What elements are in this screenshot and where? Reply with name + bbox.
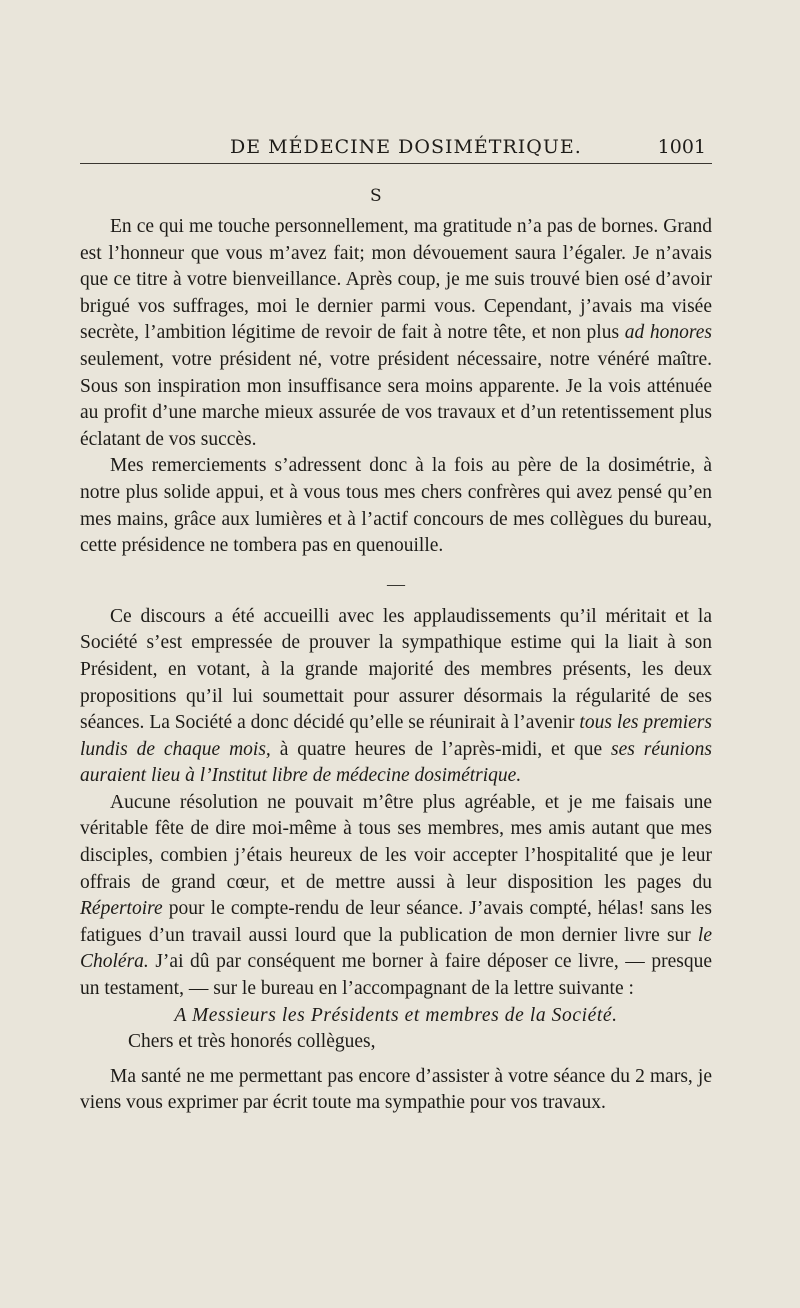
running-title: DE MÉDECINE DOSIMÉTRIQUE. xyxy=(230,136,582,158)
paragraph-thanks: Mes remerciements s’adressent donc à la fois au père de la dosimétrie, à notre plus solide appui, et à vous tous mes chers confrères qui avez pensé qu’en mes mains, grâce aux lumières et à l’actif concours de mes collègues du bureau, cette présidence ne tombera pas en quenouille. xyxy=(80,455,712,557)
italic-phrase: ad honores xyxy=(624,322,713,344)
header-rule xyxy=(80,163,712,164)
letter-salutation: Chers et très honorés collègues, xyxy=(128,1031,376,1053)
italic-phrase: ses réunions auraient lieu à l’Institut libre de médecine dosimétrique. xyxy=(80,738,713,787)
paragraph-text: En ce qui me touche personnellement, ma gratitude n’a pas de bornes. Grand est l’honneur que vous m’avez fait; mon dévouement saura l’égaler. Je n’avais que ce titre à votre bienveillance. Après coup, je me suis trouvé bien osé d’avoir brigué vos suffrages, moi le dernier parmi vous. Cependant, j’avais ma visée secrète, l’ambition légitime de revoir de fait à notre tête, et non plus xyxy=(80,216,712,344)
signature-mark: S xyxy=(370,186,382,206)
paragraph-society-decision xyxy=(80,604,712,790)
paragraph-gratitude xyxy=(80,214,712,453)
page-number: 1001 xyxy=(657,136,706,158)
paragraph-text: seulement, votre président né, votre président nécessaire, notre vénéré maître. Sous son inspiration mon insuffisance sera moins apparente. Je la vois atténuée au profit d’une marche mieux assurée de vos travaux et d’un retentissement plus éclatant de vos succès. xyxy=(80,348,712,450)
italic-phrase: Répertoire xyxy=(80,898,163,920)
running-head xyxy=(80,136,712,164)
paragraph-text: pour le compte-rendu de leur séance. J’avais compté, hélas! sans les fatigues d’un travail aussi lourd que la publication de mon dernier livre sur xyxy=(80,898,712,946)
paragraph-text: Aucune résolution ne pouvait m’être plus agréable, et je me faisais une véritable fête de dire moi-même à tous ses membres, mes amis autant que mes disciples, combien j’étais heureux de les voir accepter l’hospitalité que je leur offrais de grand cœur, et de mettre aussi à leur disposition les pages du xyxy=(80,791,712,893)
paragraph-letter-body: Ma santé ne me permettant pas encore d’assister à votre séance du 2 mars, je viens vous exprimer par écrit toute ma sympathie pour vos travaux. xyxy=(80,1065,712,1114)
body-text xyxy=(80,214,712,1117)
paragraph-text: Ce discours a été accueilli avec les applaudissements qu’il méritait et la Société s’est empressée de prouver la sympathique estime qui la liait à son Président, en votant, à la grande majorité des membres présents, les deux propositions qu’il lui soumettait pour assurer désormais la régularité de ses séances. La Société a donc décidé qu’elle se réunirait à l’avenir xyxy=(80,605,712,734)
italic-phrase: le Choléra. xyxy=(80,924,712,973)
italic-phrase: tous les premiers lundis de chaque mois, xyxy=(80,712,712,760)
letter-address: A Messieurs les Présidents et membres de la Société. xyxy=(174,1004,618,1026)
paragraph-text: à quatre heures de l’après-midi, et que xyxy=(270,738,612,760)
section-separator: — xyxy=(387,573,405,594)
paragraph-text: J’ai dû par conséquent me borner à faire déposer ce livre, — presque un testament, — sur le bureau en l’accompagnant de la lettre suivante : xyxy=(80,951,712,1000)
paragraph-resolution xyxy=(80,790,712,1003)
